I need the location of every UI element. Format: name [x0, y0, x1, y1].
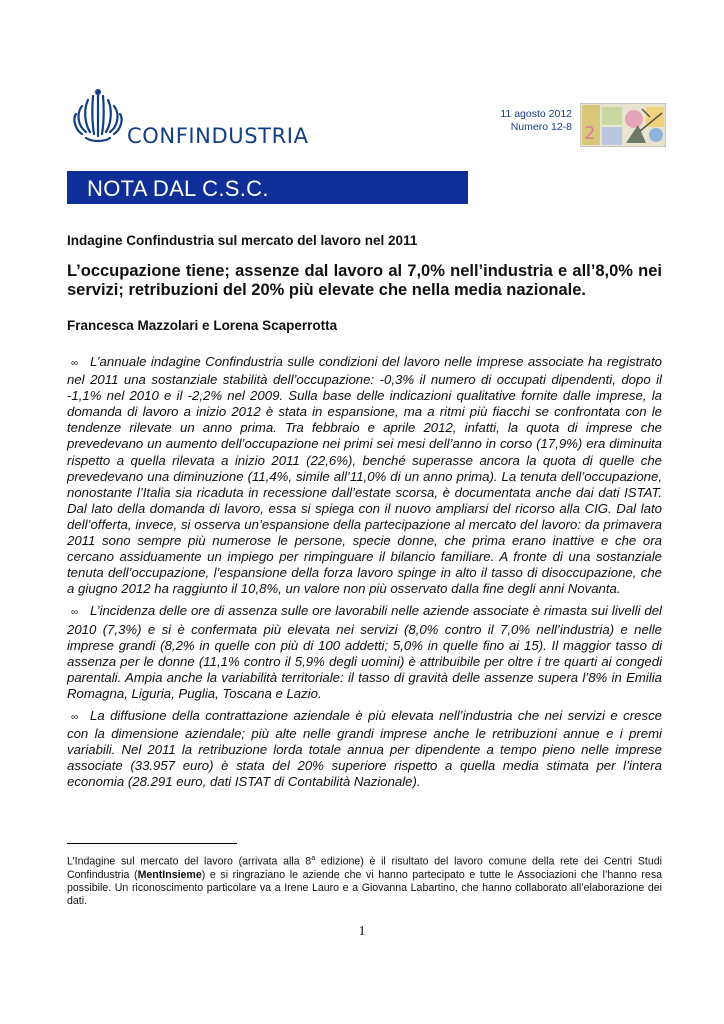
footnote [67, 852, 662, 909]
document-authors: Francesca Mazzolari e Lorena Scaperrotta [67, 318, 338, 333]
eagle-emblem-icon [68, 86, 128, 146]
paragraph-text: L’annuale indagine Confindustria sulle condizioni del lavoro nelle imprese associate ha registrato nel 2011 una sostanziale stabilità dell’occupazione: -0,3% il numero di occupati dipendenti, dopo il -1,1% nel 2010 e il -2,2% nel 2009. Sulla base delle indicazioni qualitative fornite dalle imprese, la domanda di lavoro a inizio 2012 è stata in espansione, ma a ritmi più fiacchi se confrontata con le tendenze rilevate un anno prima. Tra febbraio e aprile 2012, infatti, la quota di imprese che prevedevano un aumento dell’occupazione nei primi sei mesi dell’anno in corso (17,9%) era diminuita rispetto a quella rilevata a inizio 2011 (22,6%), benché superasse ancora la quota di quelle che prevedevano una diminuzione (11,4%, simile all’11,0% di un anno prima). La tenuta dell’occupazione, nonostante l’Italia sia ricaduta in recessione dall’estate scorsa, è documentata anche dai dati ISTAT. Dal lato della domanda di lavoro, essa si spiega con il nuovo ampliarsi del ricorso alla CIG. Dal lato dell’offerta, invece, si osserva un’espansione della partecipazione al mercato del lavoro: da primavera 2011 sono sempre più numerose le persone, specie donne, che prima erano inattive e che ora cercano assiduamente un impiego per rimpinguare il bilancio familiare. A fronte di una sostanziale tenuta dell’occupazione, l’espansione della forza lavoro spinge in alto il tasso di disoccupazione, che a giugno 2012 ha raggiunto il 10,8%, un valore non più osservato dalla fine degli anni Novanta. [67, 354, 662, 597]
document-subtitle: Indagine Confindustria sul mercato del lavoro nel 2011 [67, 233, 418, 248]
infinity-bullet-icon: ∞ [71, 358, 79, 369]
footnote-superscript: a [311, 855, 316, 862]
issue-date: 11 agosto 2012 [500, 108, 572, 120]
issue-number: Numero 12-8 [510, 121, 572, 133]
issue-info [500, 108, 572, 134]
footnote-text: ) e si ringraziano le aziende che vi hanno partecipato e tutte le Associazioni che l’hanno resa possibile. Un riconoscimento particolare va a Irene Lauro e a Giovanna Labartino, che hanno collaborato all’elaborazione dei dati. [67, 868, 663, 908]
bullet-paragraph [67, 354, 662, 597]
footnote-bold-text: MentInsieme [137, 868, 202, 881]
paragraph-text: La diffusione della contrattazione aziendale è più elevata nell’industria che nei servizi e cresce con la dimensione aziendale; più alte nelle grandi imprese anche le retribuzioni annue e i premi variabili. Nel 2011 la retribuzione lorda totale annua per dipendente a tempo pieno nelle imprese associate (33.957 euro) è stata del 20% superiore rispetto a quella media stimata per l’intera economia (28.291 euro, dati ISTAT di Contabilità Nazionale). [67, 707, 662, 790]
footnote-text: edizione) è il risultato del lavoro comune della rete dei Centri Studi Confindustria ( [67, 855, 662, 881]
bullet-paragraph [67, 603, 662, 702]
infinity-bullet-icon: ∞ [71, 711, 79, 723]
footnote-divider [67, 843, 237, 844]
footnote-text: L’Indagine sul mercato del lavoro (arrivata alla 8 [67, 855, 312, 868]
svg-text:2: 2 [584, 123, 596, 144]
section-banner: NOTA DAL C.S.C. [67, 171, 468, 204]
document-headline: L’occupazione tiene; assenze dal lavoro al 7,0% nell’industria e all’8,0% nei servizi; retribuzioni del 20% più elevate che nella media nazionale. [67, 262, 662, 299]
logo-wordmark: CONFINDUSTRIA [127, 124, 309, 148]
decorative-collage-image [580, 103, 666, 147]
paragraph-text: L’incidenza delle ore di assenza sulle ore lavorabili nelle aziende associate è rimasta sui livelli del 2010 (7,3%) e si è confermata più elevata nei servizi (8,0% contro il 7,0% nell’industria) e nelle imprese grandi (8,2% in quelle con più di 100 addetti; 5,0% in quelle fino ai 15). Il maggior tasso di assenza per le donne (11,1% contro il 5,9% degli uomini) è attribuibile per oltre i tre quarti ai congedi parentali. Ampia anche la variabilità territoriale: il tasso di gravità delle assenze supera l’8% in Emilia Romagna, Liguria, Puglia, Toscana e Lazio. [67, 603, 662, 701]
document-body [67, 354, 662, 796]
confindustria-logo [68, 86, 309, 148]
infinity-bullet-icon: ∞ [71, 607, 79, 619]
page-number: 1 [358, 924, 366, 939]
bullet-paragraph [67, 708, 662, 790]
